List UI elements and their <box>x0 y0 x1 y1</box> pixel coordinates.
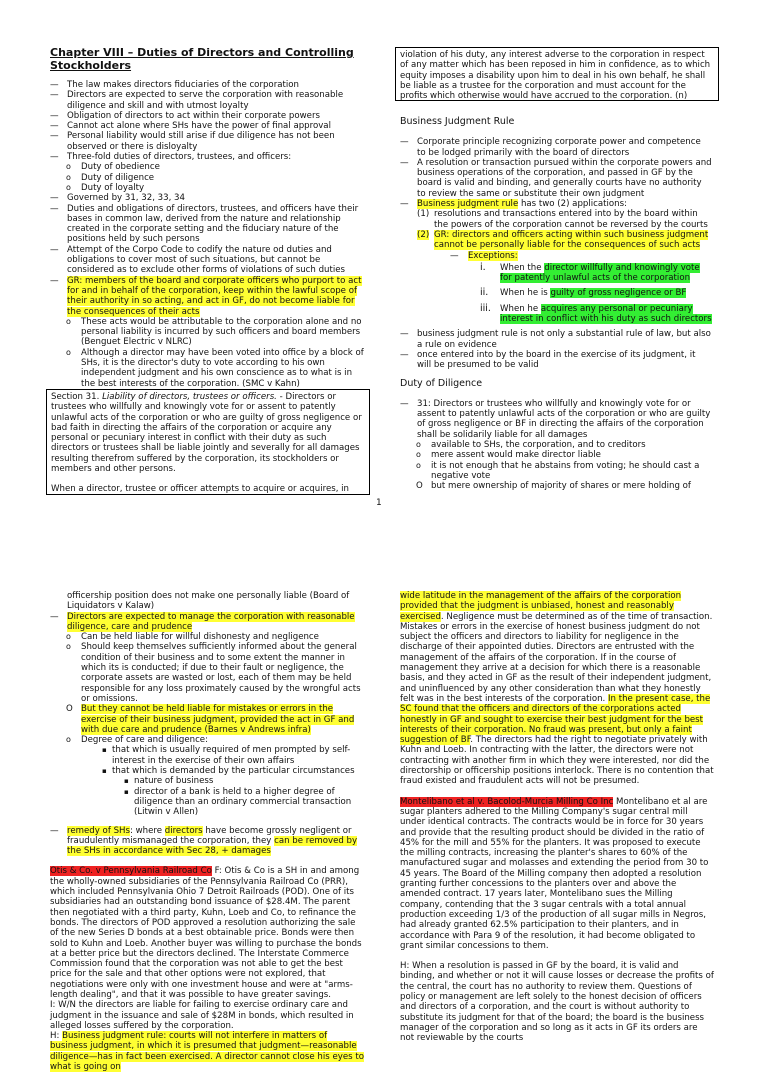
dod-sub-list <box>400 440 712 481</box>
section-31-box <box>46 389 370 495</box>
directors-expected-highlight: Directors are expected to manage the corporation with reasonable diligence, care and prudence <box>67 611 355 632</box>
list-item: o Can be held liable for willful dishonesty and negligence <box>50 632 366 642</box>
list-item: o Should keep themselves sufficiently informed about the general condition of their business and to some extent the manner in which its is conducted; if due to their fault or negligence, the corporate assets are wasted or lost, each of them may be held responsible for any loss proximately caused by the wrongful acts or omissions. <box>50 642 366 704</box>
list-item: — business judgment rule is not only a substantial rule of law, but also a rule on evidence <box>400 329 712 350</box>
list-item: i. When the director willfully and knowingly vote for patently unlawful acts of the corporation <box>480 261 700 284</box>
chapter-title: Chapter VIII – Duties of Directors and Controlling Stockholders <box>50 46 354 72</box>
bjr-list <box>400 137 712 209</box>
list-item: — once entered into by the board in the exercise of its judgment, it will be presumed to be valid <box>400 350 712 371</box>
list-item: o available to SHs, the corporation, and to creditors <box>400 440 712 450</box>
list-item: o Duty of diligence <box>50 173 365 183</box>
list-item: — Corporate principle recognizing corporate power and competence to be lodged primarily with the board of directors <box>400 137 712 158</box>
page1-right-column <box>400 117 712 492</box>
otis-issue: I: W/N the directors are liable for failing to exercise ordinary care and judgment in the issuance and sale of $28M in bonds, which resulted in alleged losses suffered by the corporation. <box>50 1000 354 1031</box>
list-item: o Duty of loyalty <box>50 183 365 193</box>
directors-sub-list-2 <box>50 704 366 735</box>
list-item: — Directors are expected to serve the corporation with reasonable diligence and skill and with utmost loyalty <box>50 90 365 111</box>
exceptions-label: — Exceptions: <box>400 251 712 261</box>
otis-case-title: Otis & Co. v Pennsylvania Railroad Co <box>50 866 212 877</box>
montelibano-case: Montelibano et al v. Bacolod-Murcia Milling Co Inc Montelibano et al are sugar planters adhered to the Milling Company's sugar central mill under identical contracts. The contracts would be in force for 30 years and provide that the resulting product should be divided in the ratio of 45% for the mill and 55% for the planters. It was proposed to execute the milling contracts, increasing the planter's shares to 60% of the manufactured sugar and molasses and extending the period from 30 to 45 years. The Board of the Milling company then adopted a resolution granting further concessions to the planters over and above the amended contract. 17 years later, Montelibano sues the Milling company, contending that the 3 sugar centrals with a total annual production exceeding 1/3 of the production of all sugar mills in Negros, had already granted 62.5% participation to their planters, and in accordance with Para 9 of the resolution, it had become obligated to grant similar concessions to them. <box>400 796 709 951</box>
list-item: — 31: Directors or trustees who willfully and knowingly vote for or assent to patently unlawful acts of the corporation or who are guilty of gross negligence or BF in directing the affairs of the corporation shall be solidarily liable for all damages o available to SHs, the corporation, and to creditors o mere assent would make director liable o it is not enough that he abstains from voting; he should cast a negative vote O but mere ownership of majority of shares or mere holding of <box>400 399 712 492</box>
intro-list <box>50 80 365 389</box>
list-item: O but mere ownership of majority of shares or mere holding of <box>400 481 712 491</box>
list-item: — Personal liability would still arise if due diligence has not been observed or there is disloyalty <box>50 131 365 152</box>
list-item: ii. When he is guilty of gross negligence or BF <box>480 287 687 299</box>
otis-held: H: Business judgment rule: courts will not interfere in matters of business judgment, in which it is presumed that judgment—reasonable diligence—has in fact been exercised. A director cannot close his eyes to what is going on <box>50 1031 364 1072</box>
general-rule-highlight: GR: members of the board and corporate officers who purport to act for and in behalf of the corporation, keep within the lawful scope of their authority in so acting, and act in GF, do not become liable for the consequences of their acts <box>67 275 362 317</box>
applications-list <box>400 209 712 250</box>
threefold-list <box>50 162 365 193</box>
dod-heading: Duty of Diligence <box>400 377 483 389</box>
dod-list <box>400 399 712 492</box>
degree-sub-items <box>50 776 366 817</box>
list-item: o mere assent would make director liable <box>400 450 712 460</box>
otis-ruling-continued: wide latitude in the management of the affairs of the corporation provided that the judgment is unbiased, honest and reasonably exercised. Negligence must be determined as of the time of transaction. Mistakes or errors in the exercise of honest business judgment do not subject the officers and directors to liability for negligence in the discharge of their appointed duties. Directors are entrusted with the management of the affairs of the corporation. If in the course of management they arrive at a decision for which there is a reasonable basis, and they acted in GF as the result of their independent judgment, and uninfluenced by any other consideration than what they honestly felt was in the best interests of the corporation. In the present case, the SC found that the officers and directors of the corporations acted honestly in GF and sought to exercise their best judgment for the best interests of their corporation. No fraud was present, but only a faint suggestion of BF. The directors had the right to negotiate privately with Kuhn and Loeb. In contracting with the latter, the directors were not contracting with another firm in which they were interested, nor did the directorship or officership positions interlock. There is no contention that fraud existed and fraudulent acts will not be presumed. <box>400 591 714 787</box>
gr-sub-list <box>50 317 365 389</box>
directors-sub-list <box>50 632 366 704</box>
list-item: — Business judgment rule has two (2) applications: <box>400 199 712 209</box>
list-item: — A resolution or transaction pursued within the corporate powers and business operations of the corporation, and passed in GF by the board is valid and binding, and generally courts have no authority to review the same or substitute their own judgment <box>400 158 712 199</box>
list-item: — Obligation of directors to act within their corporate powers <box>50 111 365 121</box>
list-item: — Cannot act alone where SHs have the power of final approval <box>50 121 365 131</box>
section-31-continuation-box: violation of his duty, any interest adverse to the corporation in respect of any matter which has been reposed in him in confidence, as to which equity imposes a disability upon him to deal in his own behalf, he shall be liable as a trustee for the corporation and must account for the profits which otherwise would have accrued to the corporation. (n) <box>395 47 719 101</box>
list-item: (2) GR: directors and officers acting within such business judgment cannot be personally liable for the consequences of such acts <box>417 229 709 251</box>
exceptions-list <box>400 263 712 324</box>
bjr-heading: Business Judgment Rule <box>400 116 515 127</box>
list-item: ▪ that which is usually required of men prompted by self-interest in the exercise of their own affairs <box>50 745 366 766</box>
list-item: — Three-fold duties of directors, trustees, and officers: o Duty of obedience o Duty of diligence o Duty of loyalty <box>50 152 365 193</box>
continued-text: officership position does not make one personally liable (Board of Liquidators v Kalaw) <box>67 591 350 612</box>
list-item: — The law makes directors fiduciaries of the corporation <box>50 80 365 90</box>
dod-sub-list-2 <box>400 481 712 491</box>
montelibano-held: H: When a resolution is passed in GF by the board, it is valid and binding, and whether or not it will cause losses or decrease the profits of the central, the court has no authority to review them. Questions of policy or management are left solely to the honest decision of officers and directors of a corporation, and the court is without authority to substitute its judgment for that of the board; the board is the business manager of the corporation and so long as it acts in GF its orders are not reviewable by the courts <box>400 961 714 1044</box>
list-item: o it is not enough that he abstains from voting; he should cast a negative vote <box>400 461 712 482</box>
page-2 <box>0 585 768 1072</box>
page-1 <box>0 0 768 520</box>
list-item: ▪ nature of business <box>50 776 366 786</box>
list-item: o Duty of obedience <box>50 162 365 172</box>
degree-list <box>50 735 366 745</box>
section-31-heading: Liability of directors, trustees or officers. <box>102 392 277 402</box>
bjr-list-2 <box>400 329 712 370</box>
list-item: (1) resolutions and transactions entered into by the board within the powers of the corporation cannot be reversed by the courts <box>417 209 708 230</box>
list-item: o Degree of care and diligence: <box>50 735 366 745</box>
list-item: o These acts would be attributable to the corporation alone and no personal liability is incurred by such officers and board members (Benguet Electric v NLRC) <box>50 317 365 348</box>
list-item <box>50 276 365 389</box>
section-31-body: - Directors or trustees who willfully and knowingly vote for or assent to patently unlawful acts of the corporation or who are guilty of gross negligence or bad faith in directing the affairs of the corporation or acquire any personal or pecuniary interest in conflict with their duty as such directors or trustees shall be liable jointly and severally for all damages resulting therefrom suffered by the corporation, its stockholders or members and other persons. <box>51 392 362 475</box>
bjr-highlight: Business judgment rule <box>417 199 519 210</box>
list-item: iii. When he acquires any personal or pecuniary interest in conflict with his duty as such directors <box>480 302 712 325</box>
list-item: O But they cannot be held liable for mistakes or errors in the exercise of their business judgment, provided the act in GF and with due care and prudence (Barnes v Andrews infra) <box>50 704 366 735</box>
page1-left-column <box>50 47 365 389</box>
otis-case: Otis & Co. v Pennsylvania Railroad Co F: Otis & Co is a SH in and among the wholly-owned subsidiaries of the Pennsylvania Railroad Co (PRR), which included Pennsylvania Ohio 7 Detroit Railroads (POD). One of its subsidiaries had an outstanding bond issuance of $28.4M. The parent then negotiated with a third party, Kuhn, Loeb and Co, to refinance the bonds. The directors of POD approved a resolution authorizing the sale of the new Series D bonds at a best obtainable price. Bonds were then sold to Kuhn and Loeb. Another buyer was willing to purchase the bonds at a better price but the directors declined. The Interstate Commerce Commission found that the corporation was not able to get the best price for the sale and that other options were not explored, that negotiations were only with one investment house and were at "arms-length dealing", and that it was possible to have greater savings. <box>50 866 362 1000</box>
list-item: ▪ director of a bank is held to a higher degree of diligence than an ordinary commercial transaction (Litwin v Allen) <box>50 787 366 818</box>
list-item: ▪ that which is demanded by the particular circumstances <box>50 766 366 776</box>
list-item: o Although a director may have been voted into office by a block of SHs, it is the director's duty to vote according to his own independent judgment and his own conscience as to what is in the best interests of the corporation. (SMC v Kahn) <box>50 348 365 389</box>
list-item: — Duties and obligations of directors, trustees, and officers have their bases in common law, derived from the nature and relationship created in the corporate setting and the fiduciary nature of the positions held by such persons <box>50 204 365 245</box>
montelibano-case-title: Montelibano et al v. Bacolod-Murcia Milling Co Inc <box>400 796 614 807</box>
list-item: — remedy of SHs: where directors have become grossly negligent or fraudulently mismanaged the corporation, they can be removed by the SHs in accordance with Sec 28, + damages <box>50 826 366 857</box>
page-number: 1 <box>376 498 382 508</box>
degree-items <box>50 745 366 776</box>
page2-right-column <box>400 591 714 1043</box>
section-31-continued: When a director, trustee or officer attempts to acquire or acquires, in <box>51 484 350 495</box>
page2-left-column <box>50 591 366 1072</box>
directors-list <box>50 612 366 857</box>
list-item <box>50 612 366 818</box>
section-31-label: Section 31. <box>51 392 100 402</box>
list-item: — Attempt of the Corpo Code to codify the nature od duties and obligations to cover most of such situations, but cannot be considered as to exclude other forms of violations of such duties <box>50 245 365 276</box>
list-item: — Governed by 31, 32, 33, 34 <box>50 193 365 203</box>
